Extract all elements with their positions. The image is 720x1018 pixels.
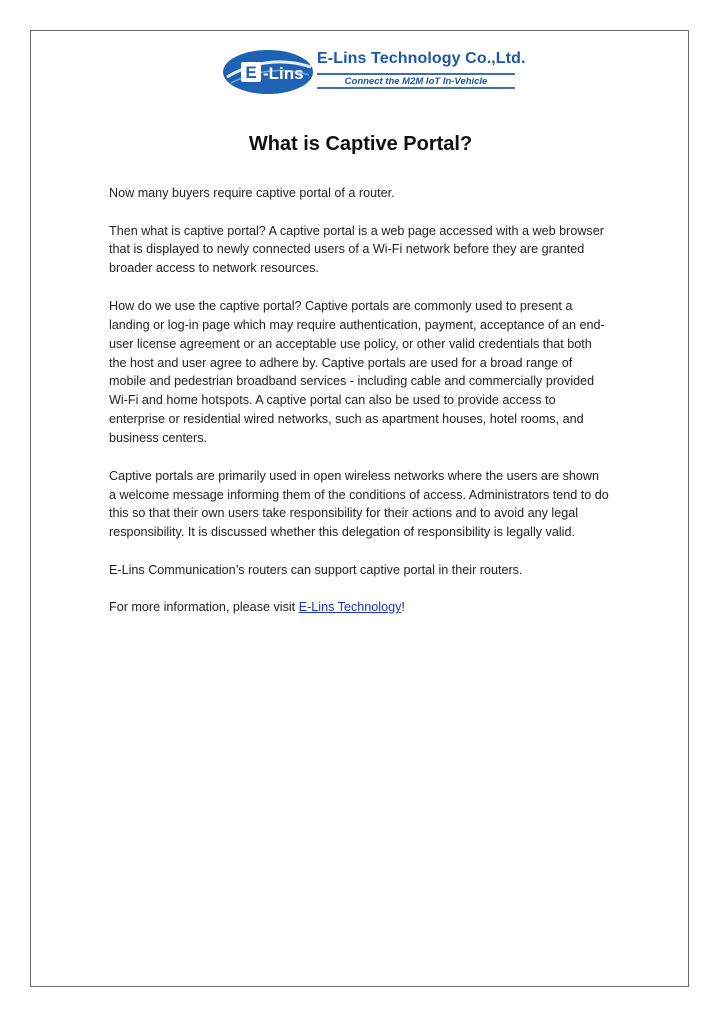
- document-title: What is Captive Portal?: [248, 133, 473, 155]
- document-body: [109, 184, 609, 636]
- tagline-bar: [317, 73, 515, 89]
- closing-prefix: For more information, please visit: [109, 600, 299, 615]
- svg-text:E: E: [245, 63, 257, 82]
- paragraph-networks: Captive portals are primarily used in open wireless networks where the users are shown a welcome message informing them of the conditions of access. Administrators tend to do this so that their own users take responsibility for their actions and to avoid any legal responsibility. It is discussed whether this delegation of responsibility is legally valid.: [109, 468, 609, 540]
- e-lins-technology-link[interactable]: E-Lins Technology: [298, 600, 402, 615]
- company-header: [221, 47, 526, 97]
- paragraph-support: E-Lins Communication’s routers can support captive portal in their routers.: [109, 562, 523, 577]
- paragraph-intro: Now many buyers require captive portal of a router.: [109, 186, 395, 200]
- company-tagline: Connect the M2M IoT In-Vehicle: [344, 75, 488, 87]
- e-lins-logo: [221, 47, 315, 97]
- svg-text:-Lins: -Lins: [263, 64, 304, 83]
- company-name: E-Lins Technology Co.,Ltd.: [317, 50, 526, 67]
- document-page: [30, 30, 689, 987]
- paragraph-closing: [109, 598, 609, 617]
- paragraph-definition: Then what is captive portal? A captive portal is a web page accessed with a web browser that is displayed to newly connected users of a Wi-Fi network before they are granted broader access to network resources.: [109, 223, 604, 276]
- paragraph-usage: How do we use the captive portal? Captive portals are commonly used to present a landing or log-in page which may require authentication, payment, acceptance of an end-user license agreement or an acceptable use policy, or other valid credentials that both the host and user agree to adhere by. Captive portals are used for a broad range of mobile and pedestrian broadband services - including cable and commercially provided Wi-Fi and home hotspots. A captive portal can also be used to provide access to enterprise or residential wired networks, such as apartment houses, hotel rooms, and business centers.: [109, 298, 605, 446]
- closing-suffix: !: [401, 600, 405, 615]
